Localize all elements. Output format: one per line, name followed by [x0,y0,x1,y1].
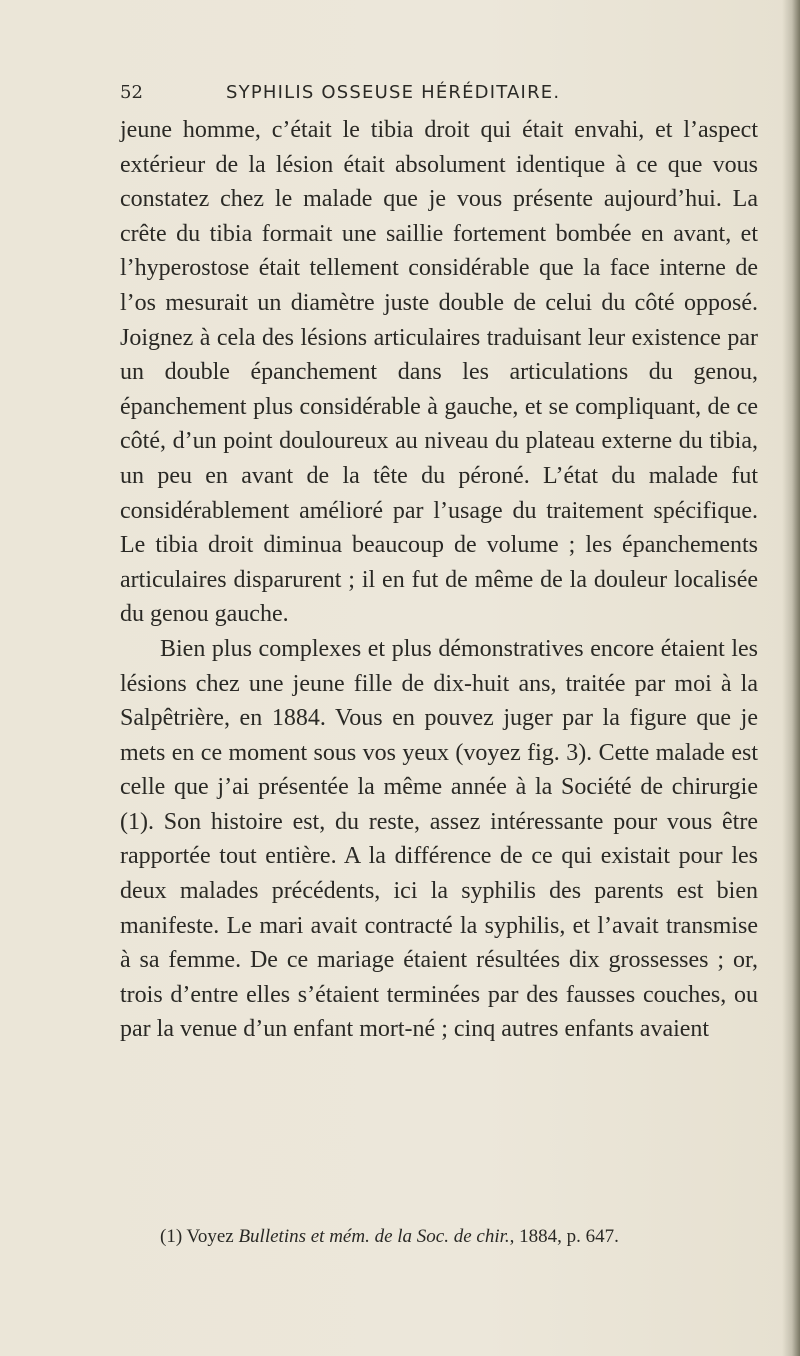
footnote-suffix: , 1884, p. 647. [509,1226,619,1247]
paragraph-1: jeune homme, c’était le tibia droit qui était envahi, et l’aspect extérieur de la lésion était absolument identique à ce que vous constatez chez le malade que je vous présente aujourd’hui. La crête du tibia formait une saillie fortement bombée en avant, et l’hyperostose était tellement considérable que la face interne de l’os mesurait un diamètre juste double de celui du côté opposé. Joignez à cela des lésions articulaires traduisant leur existence par un double épanchement dans les articulations du genou, épanchement plus considérable à gauche, et se compliquant, de ce côté, d’un point douloureux au niveau du plateau externe du tibia, un peu en avant de la tête du péroné. L’état du malade fut considérablement amélioré par l’usage du traitement spécifique. Le tibia droit diminua beaucoup de volume ; les épanchements articulaires disparurent ; il en fut de même de la douleur localisée du genou gauche. [120,117,758,628]
page-edge-shadow [782,0,800,1356]
running-header: SYPHILIS OSSEUSE HÉRÉDITAIRE. [226,82,561,103]
footnote-citation: Bulletins et mém. de la Soc. de chir. [238,1226,510,1247]
body-text [120,113,758,1047]
page-number: 52 [120,82,143,103]
footnote [160,1225,760,1249]
footnote-prefix: (1) Voyez [160,1226,239,1247]
paragraph-2: Bien plus complexes et plus démonstratives encore étaient les lésions chez une jeune fille de dix-huit ans, traitée par moi à la Salpêtrière, en 1884. Vous en pouvez juger par la figure que je mets en ce moment sous vos yeux (voyez fig. 3). Cette malade est celle que j’ai présentée la même année à la Société de chirurgie (1). Son histoire est, du reste, assez intéressante pour vous être rapportée tout entière. A la différence de ce qui existait pour les deux malades précédents, ici la syphilis des parents est bien manifeste. Le mari avait contracté la syphilis, et l’avait transmise à sa femme. De ce mariage étaient résultées dix grossesses ; or, trois d’entre elles s’étaient terminées par des fausses couches, ou par la venue d’un enfant mort-né ; cinq autres enfants avaient [120,635,758,1043]
